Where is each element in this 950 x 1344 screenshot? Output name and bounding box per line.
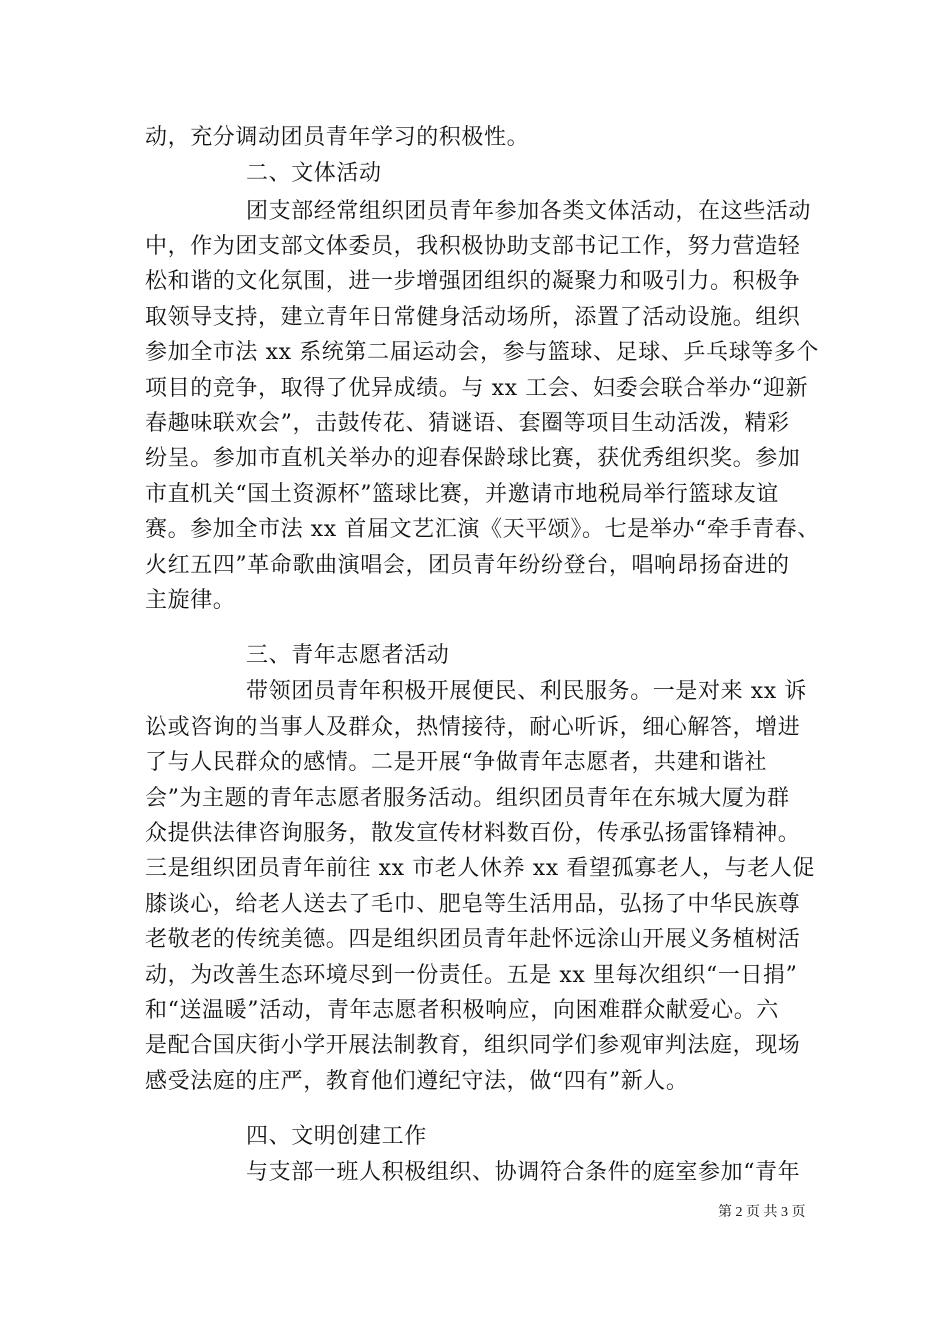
text-line: 松和谐的文化氛围，进一步增强团组织的凝聚力和吸引力。积极争 xyxy=(145,269,801,294)
section-heading-4: 四、文明创建工作 xyxy=(246,1124,427,1149)
text-line: 赛。参加全市法 xx 首届文艺汇演《天平颂》。七是举办“牵手青春、 xyxy=(145,517,820,542)
text-line: 中，作为团支部文体委员，我积极协助支部书记工作，努力营造轻 xyxy=(145,234,801,259)
text-line: 和“送温暖”活动，青年志愿者积极响应，向困难群众献爱心。六 xyxy=(145,998,779,1023)
text-line: 了与人民群众的感情。二是开展“争做青年志愿者，共建和谐社 xyxy=(145,750,768,775)
text-line: 会”为主题的青年志愿者服务活动。组织团员青年在东城大厦为群 xyxy=(145,786,790,811)
text-line: 团支部经常组织团员青年参加各类文体活动，在这些活动 xyxy=(246,199,812,224)
text-line: 讼或咨询的当事人及群众，热情接待，耐心听诉，细心解答，增进 xyxy=(145,715,801,740)
section-heading-2: 二、文体活动 xyxy=(246,161,382,186)
page-number: 第 2 页 共 3 页 xyxy=(718,1205,806,1220)
text-line: 取领导支持，建立青年日常健身活动场所，添置了活动设施。组织 xyxy=(145,305,801,330)
text-line: 市直机关“国土资源杯”篮球比赛，并邀请市地税局举行篮球友谊 xyxy=(145,482,779,507)
text-line: 火红五四”革命歌曲演唱会，团员青年纷纷登台，唱响昂扬奋进的 xyxy=(145,553,790,578)
text-line: 老敬老的传统美德。四是组织团员青年赴怀远涂山开展义务植树活 xyxy=(145,927,801,952)
text-line: 主旋律。 xyxy=(145,588,236,613)
text-line: 膝谈心，给老人送去了毛巾、肥皂等生活用品，弘扬了中华民族尊 xyxy=(145,892,801,917)
text-line: 纷呈。参加市直机关举办的迎春保龄球比赛，获优秀组织奖。参加 xyxy=(145,446,801,471)
text-line: 项目的竞争，取得了优异成绩。与 xx 工会、妇委会联合举办“迎新 xyxy=(145,376,809,401)
text-line: 三是组织团员青年前往 xx 市老人休养 xx 看望孤寡老人，与老人促 xyxy=(145,856,816,881)
text-line: 是配合国庆街小学开展法制教育，组织同学们参观审判法庭，现场 xyxy=(145,1033,801,1058)
text-line: 带领团员青年积极开展便民、利民服务。一是对来 xx 诉 xyxy=(246,679,808,704)
text-line: 与支部一班人积极组织、协调符合条件的庭室参加“青年 xyxy=(246,1160,801,1185)
text-line: 动，充分调动团员青年学习的积极性。 xyxy=(145,125,530,150)
text-line: 春趣味联欢会”，击鼓传花、猜谜语、套圈等项目生动活泼，精彩 xyxy=(145,411,790,436)
text-line: 众提供法律咨询服务，散发宣传材料数百份，传承弘扬雷锋精神。 xyxy=(145,821,801,846)
text-line: 动，为改善生态环境尽到一份责任。五是 xx 里每次组织“一日捐” xyxy=(145,963,798,988)
section-heading-3: 三、青年志愿者活动 xyxy=(246,643,450,668)
text-line: 参加全市法 xx 系统第二届运动会，参与篮球、足球、乒乓球等多个 xyxy=(145,340,820,365)
text-line: 感受法庭的庄严，教育他们遵纪守法，做“四有”新人。 xyxy=(145,1069,689,1094)
